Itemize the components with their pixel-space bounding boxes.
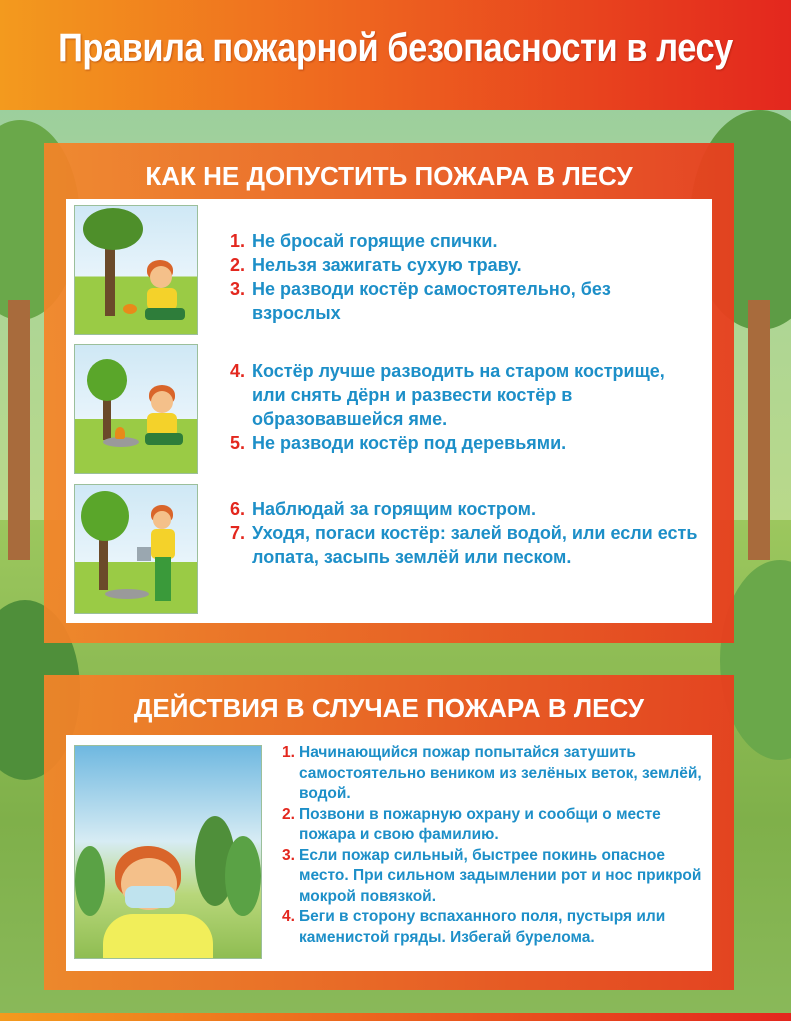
action-item: 1. Начинающийся пожар попытайся затушить самостоятельно веником из зелёных веток, землёй, водой. (282, 744, 702, 802)
fire-actions-panel (44, 675, 734, 990)
rule-item: 3. Не разводи костёр самостоятельно, без взрослых (230, 279, 611, 323)
prevention-panel (44, 143, 734, 643)
prevention-card (66, 199, 712, 623)
illustration-smoke (74, 745, 262, 959)
rule-item: 5. Не разводи костёр под деревьями. (230, 433, 567, 453)
fire-actions-list (282, 743, 707, 948)
page-title: Правила пожарной безопасности в лесу (58, 26, 733, 70)
illustration-matches (74, 205, 198, 335)
rule-item: 7. Уходя, погаси костёр: залей водой, или если есть лопата, засыпь землёй или песком. (230, 523, 698, 567)
illustration-campfire (74, 344, 198, 474)
rules-group-2 (230, 359, 700, 455)
action-item: 2. Позвони в пожарную охрану и сообщи о месте пожара и свою фамилию. (282, 805, 661, 843)
rules-group-3 (230, 497, 700, 569)
header-banner (0, 0, 791, 110)
rule-item: 4. Костёр лучше разводить на старом кострище, или снять дёрн и развести костёр в образовавшейся яме. (230, 361, 665, 429)
action-item: 3. Если пожар сильный, быстрее покинь опасное место. При сильном задымлении рот и нос прикрой мокрой повязкой. (282, 846, 702, 905)
rules-group-1 (230, 229, 700, 325)
illustration-extinguish (74, 484, 198, 614)
prevention-heading: КАК НЕ ДОПУСТИТЬ ПОЖАРА В ЛЕСУ (145, 161, 633, 191)
fire-actions-card (66, 735, 712, 971)
action-item: 4. Беги в сторону вспаханного поля, пустыря или каменистой гряды. Избегай бурелома. (282, 908, 666, 946)
rule-item: 6. Наблюдай за горящим костром. (230, 499, 536, 519)
bottom-bar (0, 1013, 791, 1021)
fire-actions-heading: ДЕЙСТВИЯ В СЛУЧАЕ ПОЖАРА В ЛЕСУ (133, 693, 645, 723)
rule-item: 1. Не бросай горящие спички. (230, 231, 498, 251)
rule-item: 2. Нельзя зажигать сухую траву. (230, 255, 522, 275)
